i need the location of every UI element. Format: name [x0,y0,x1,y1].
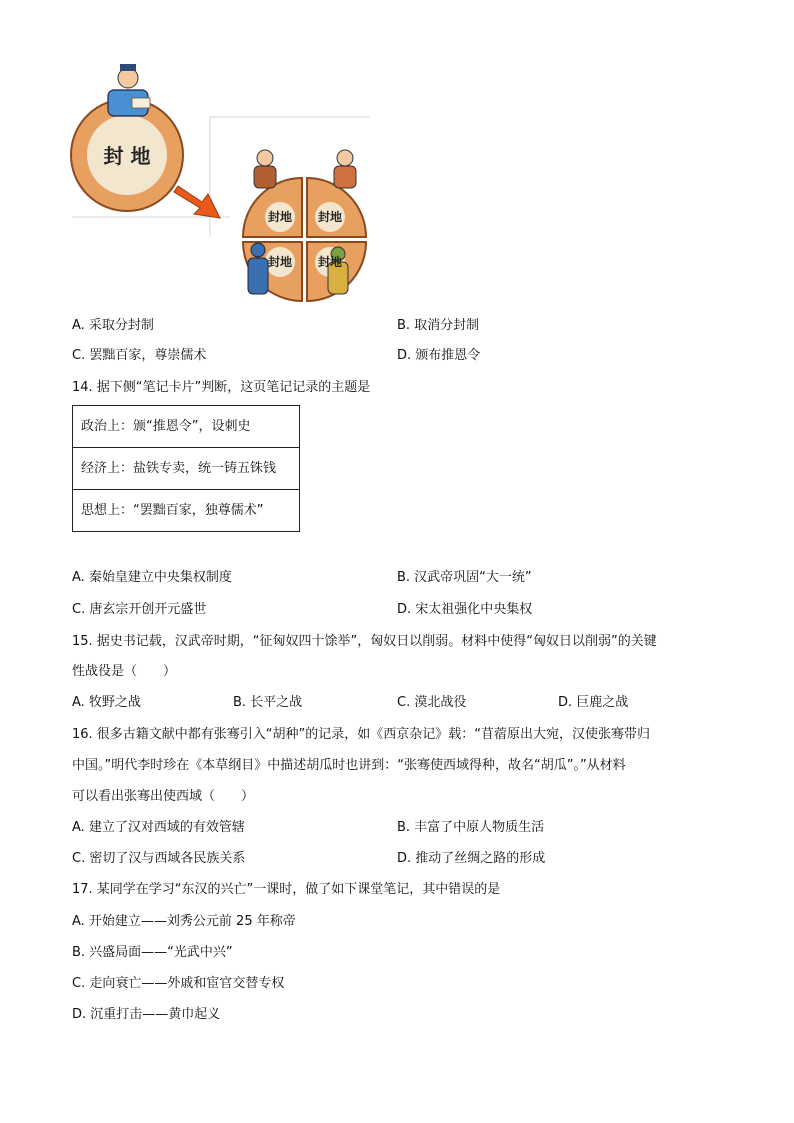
q16-option-d: D. 推动了丝绸之路的形成 [397,851,546,866]
q13-option-a: A. 采取分封制 [72,318,154,333]
note-card [72,405,300,532]
emperor-figure [108,64,150,116]
q13-option-d: D. 颁布推恩令 [397,348,481,363]
q14-option-a: A. 秦始皇建立中央集权制度 [72,570,232,585]
note-card-row: 思想上：“罢黜百家，独尊儒术” [73,489,299,531]
q17-stem: 17. 某同学在学习“东汉的兴亡”一课时，做了如下课堂笔记，其中错误的是 [72,882,501,897]
q17-option-d: D. 沉重打击——黄巾起义 [72,1007,221,1022]
q15-stem-line-1: 15. 据史书记载，汉武帝时期，“征匈奴四十馀举”，匈奴日以削弱。材料中使得“匈奴日以削弱”的关键 [72,634,657,649]
q14-option-d: D. 宋太祖强化中央集权 [397,602,533,617]
q16-option-a: A. 建立了汉对西域的有效管辖 [72,820,245,835]
large-fief-label: 封 地 [103,144,151,168]
note-card-row: 经济上：盐铁专卖，统一铸五铢钱 [73,447,299,489]
q15-option-c: C. 漠北战役 [397,695,467,710]
q16-stem-line-2: 中国。”明代李时珍在《本草纲目》中描述胡瓜时也讲到：“张骞使西域得种，故名“胡瓜”。”从材料 [72,758,626,773]
q14-option-c: C. 唐玄宗开创开元盛世 [72,602,207,617]
noble-figure-top-right [334,150,356,188]
small-fief-label-3: 封地 [267,255,293,269]
q15-option-a: A. 牧野之战 [72,695,141,710]
q16-stem-line-3: 可以看出张骞出使西域（ ） [72,789,255,804]
q15-option-b: B. 长平之战 [233,695,303,710]
q13-option-c: C. 罢黜百家，尊崇儒术 [72,348,207,363]
noble-figure-top-left [254,150,276,188]
q17-option-a: A. 开始建立——刘秀公元前 25 年称帝 [72,914,296,929]
q16-option-b: B. 丰富了中原人物质生活 [397,820,545,835]
enfeoffment-illustration [70,62,380,302]
note-card-row: 政治上：颁“推恩令”，设刺史 [81,419,251,434]
q17-option-b: B. 兴盛局面——“光武中兴” [72,945,233,960]
small-fief-label-2: 封地 [317,210,343,224]
q16-stem-line-1: 16. 很多古籍文献中都有张骞引入“胡种”的记录，如《西京杂记》载：“苜蓿原出大宛，汉使张骞带归 [72,727,651,742]
q17-option-c: C. 走向衰亡——外戚和宦官交替专权 [72,976,285,991]
noble-figure-bottom-left [248,243,268,294]
q14-option-b: B. 汉武帝巩固“大一统” [397,570,532,585]
q15-stem-line-2: 性战役是（ ） [72,664,177,679]
q16-option-c: C. 密切了汉与西域各民族关系 [72,851,246,866]
small-fief-label-4: 封地 [317,255,343,269]
small-fief-label-1: 封地 [267,210,293,224]
q14-stem: 14. 据下侧“笔记卡片”判断，这页笔记记录的主题是 [72,380,371,395]
q15-option-d: D. 巨鹿之战 [558,695,629,710]
arrow-icon [174,186,220,218]
q13-option-b: B. 取消分封制 [397,318,480,333]
